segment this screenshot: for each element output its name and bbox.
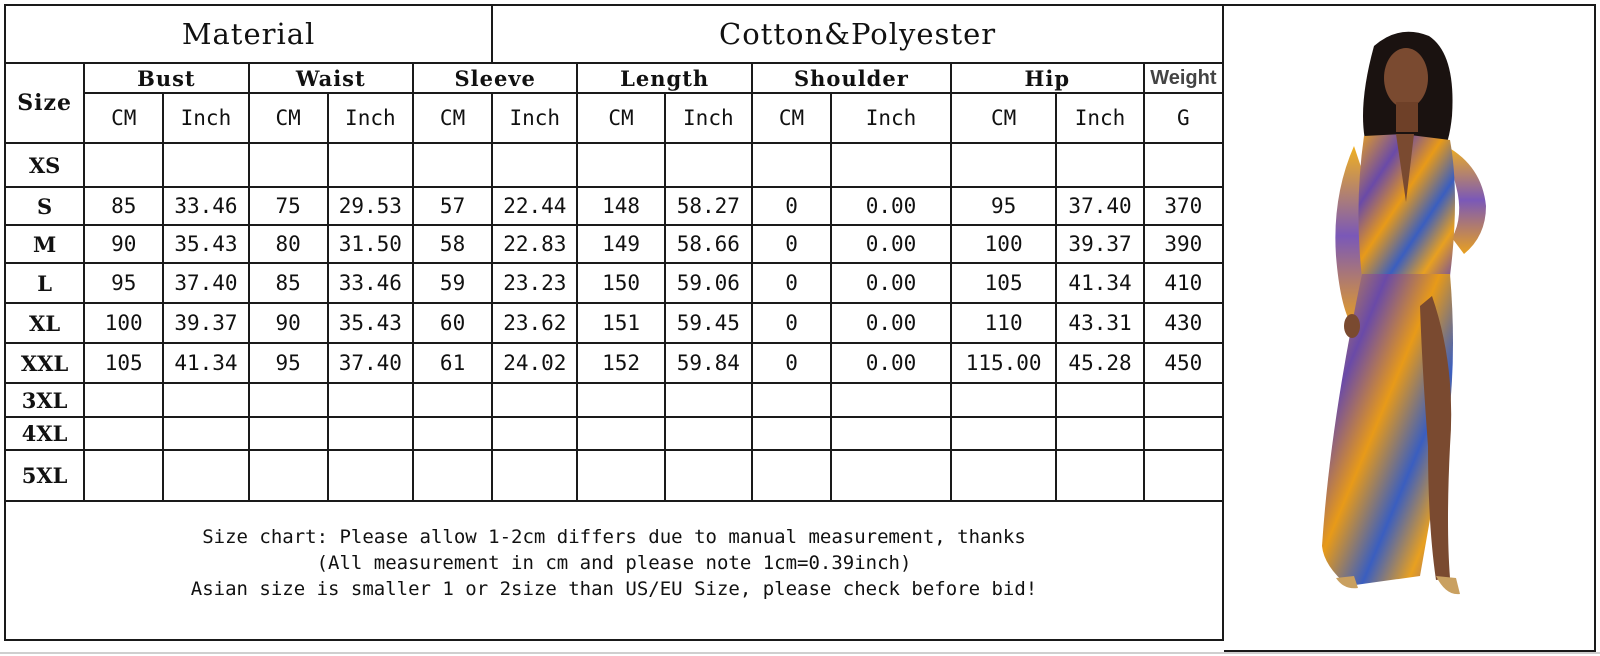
unit-header: Inch	[831, 93, 951, 143]
table-cell	[249, 383, 328, 417]
table-cell: 75	[249, 187, 328, 225]
unit-header: Inch	[328, 93, 413, 143]
group-header-weight: Weight	[1144, 63, 1223, 93]
table-cell	[492, 450, 577, 501]
unit-header: Inch	[492, 93, 577, 143]
table-cell	[831, 143, 951, 187]
table-cell: 0	[752, 303, 831, 343]
table-cell: 59	[413, 263, 492, 303]
table-cell: 150	[577, 263, 664, 303]
table-cell	[163, 417, 248, 450]
table-cell: 110	[951, 303, 1057, 343]
table-cell	[831, 383, 951, 417]
table-cell: 43.31	[1056, 303, 1143, 343]
unit-header: CM	[577, 93, 664, 143]
table-cell: 85	[249, 263, 328, 303]
table-cell	[1056, 450, 1143, 501]
note-row	[5, 501, 1223, 640]
table-cell: 410	[1144, 263, 1223, 303]
table-cell: 33.46	[328, 263, 413, 303]
table-cell	[1056, 383, 1143, 417]
model-photo-icon	[1224, 6, 1594, 652]
table-cell: 37.40	[1056, 187, 1143, 225]
table-cell	[951, 383, 1057, 417]
table-cell: 0.00	[831, 343, 951, 383]
table-cell: 37.40	[163, 263, 248, 303]
size-label: XXL	[5, 343, 84, 383]
table-cell	[752, 417, 831, 450]
table-cell: 39.37	[1056, 225, 1143, 263]
material-value: Cotton&Polyester	[492, 5, 1223, 63]
table-cell	[665, 450, 752, 501]
unit-header: CM	[951, 93, 1057, 143]
table-cell	[84, 450, 163, 501]
note-line-3: Asian size is smaller 1 or 2size than US/EU Size, please check before bid!	[190, 578, 1038, 600]
table-cell: 95	[84, 263, 163, 303]
table-cell: 58	[413, 225, 492, 263]
table-cell: 0	[752, 343, 831, 383]
table-cell	[665, 383, 752, 417]
table-cell	[328, 417, 413, 450]
table-row	[5, 383, 1223, 417]
table-cell: 24.02	[492, 343, 577, 383]
table-cell: 61	[413, 343, 492, 383]
table-cell	[951, 417, 1057, 450]
table-cell	[163, 143, 248, 187]
table-cell: 152	[577, 343, 664, 383]
table-cell	[328, 143, 413, 187]
table-cell	[577, 383, 664, 417]
table-row	[5, 417, 1223, 450]
table-row	[5, 225, 1223, 263]
table-cell	[249, 417, 328, 450]
table-cell: 0	[752, 263, 831, 303]
table-cell: 23.23	[492, 263, 577, 303]
table-cell: 57	[413, 187, 492, 225]
table-cell	[492, 143, 577, 187]
unit-header: G	[1144, 93, 1223, 143]
table-row	[5, 263, 1223, 303]
size-label: 5XL	[5, 450, 84, 501]
table-cell	[1056, 143, 1143, 187]
table-cell: 41.34	[163, 343, 248, 383]
table-cell: 85	[84, 187, 163, 225]
size-column-header: Size	[5, 63, 84, 143]
table-cell	[831, 417, 951, 450]
table-cell	[492, 417, 577, 450]
table-cell: 35.43	[163, 225, 248, 263]
table-cell: 80	[249, 225, 328, 263]
table-cell: 149	[577, 225, 664, 263]
size-rows	[5, 143, 1223, 501]
group-header-length: Length	[577, 63, 752, 93]
table-cell	[413, 383, 492, 417]
table-cell	[249, 143, 328, 187]
table-cell	[163, 383, 248, 417]
table-cell: 59.84	[665, 343, 752, 383]
group-header-shoulder: Shoulder	[752, 63, 951, 93]
table-cell: 39.37	[163, 303, 248, 343]
table-cell: 151	[577, 303, 664, 343]
table-cell: 95	[249, 343, 328, 383]
table-row	[5, 450, 1223, 501]
table-cell: 45.28	[1056, 343, 1143, 383]
table-cell	[413, 450, 492, 501]
table-cell: 0.00	[831, 303, 951, 343]
table-cell: 105	[951, 263, 1057, 303]
table-cell	[577, 450, 664, 501]
table-cell: 22.83	[492, 225, 577, 263]
table-cell: 35.43	[328, 303, 413, 343]
unit-header: Inch	[163, 93, 248, 143]
unit-header: Inch	[665, 93, 752, 143]
table-cell: 100	[951, 225, 1057, 263]
group-header-sleeve: Sleeve	[413, 63, 577, 93]
material-label: Material	[5, 5, 492, 63]
table-cell	[163, 450, 248, 501]
table-cell: 100	[84, 303, 163, 343]
size-label: L	[5, 263, 84, 303]
column-group-row	[5, 63, 1223, 93]
table-cell: 59.06	[665, 263, 752, 303]
table-cell	[1144, 450, 1223, 501]
table-cell	[1144, 417, 1223, 450]
table-cell	[577, 417, 664, 450]
table-cell: 23.62	[492, 303, 577, 343]
unit-row	[5, 93, 1223, 143]
table-cell: 390	[1144, 225, 1223, 263]
table-cell	[492, 383, 577, 417]
table-cell: 450	[1144, 343, 1223, 383]
size-chart-table	[4, 4, 1224, 641]
note-cell	[5, 501, 1223, 640]
table-cell	[665, 143, 752, 187]
table-cell: 90	[84, 225, 163, 263]
table-cell: 58.27	[665, 187, 752, 225]
table-cell	[84, 417, 163, 450]
table-cell: 430	[1144, 303, 1223, 343]
table-cell: 95	[951, 187, 1057, 225]
table-cell: 0.00	[831, 263, 951, 303]
table-cell: 29.53	[328, 187, 413, 225]
table-cell: 0.00	[831, 225, 951, 263]
material-row	[5, 5, 1223, 63]
table-cell	[413, 417, 492, 450]
table-cell	[831, 450, 951, 501]
table-cell	[84, 143, 163, 187]
note-line-2: (All measurement in cm and please note 1cm=0.39inch)	[316, 552, 912, 574]
table-cell: 41.34	[1056, 263, 1143, 303]
unit-header: CM	[84, 93, 163, 143]
model-photo	[1224, 4, 1596, 652]
size-label: 3XL	[5, 383, 84, 417]
size-label: XL	[5, 303, 84, 343]
table-cell: 148	[577, 187, 664, 225]
group-header-waist: Waist	[249, 63, 413, 93]
table-cell: 105	[84, 343, 163, 383]
size-label: M	[5, 225, 84, 263]
table-cell: 370	[1144, 187, 1223, 225]
size-label: 4XL	[5, 417, 84, 450]
table-cell	[328, 383, 413, 417]
table-cell: 33.46	[163, 187, 248, 225]
unit-header: CM	[413, 93, 492, 143]
table-row	[5, 343, 1223, 383]
table-row	[5, 143, 1223, 187]
table-cell	[1056, 417, 1143, 450]
table-cell: 59.45	[665, 303, 752, 343]
table-cell	[413, 143, 492, 187]
table-cell	[1144, 143, 1223, 187]
unit-header: CM	[249, 93, 328, 143]
table-cell	[249, 450, 328, 501]
group-header-hip: Hip	[951, 63, 1144, 93]
table-cell: 90	[249, 303, 328, 343]
table-cell: 22.44	[492, 187, 577, 225]
table-cell	[577, 143, 664, 187]
table-cell: 37.40	[328, 343, 413, 383]
unit-header: CM	[752, 93, 831, 143]
table-cell	[665, 417, 752, 450]
unit-header: Inch	[1056, 93, 1143, 143]
table-cell	[951, 143, 1057, 187]
size-label: S	[5, 187, 84, 225]
table-cell: 0	[752, 225, 831, 263]
table-cell	[752, 383, 831, 417]
table-cell: 31.50	[328, 225, 413, 263]
table-row	[5, 187, 1223, 225]
table-row	[5, 303, 1223, 343]
table-cell	[1144, 383, 1223, 417]
table-cell: 115.00	[951, 343, 1057, 383]
table-cell: 0	[752, 187, 831, 225]
table-cell	[752, 450, 831, 501]
note-line-1: Size chart: Please allow 1-2cm differs due to manual measurement, thanks	[202, 526, 1026, 548]
table-cell: 60	[413, 303, 492, 343]
bottom-divider	[0, 652, 1600, 654]
table-cell	[951, 450, 1057, 501]
group-header-bust: Bust	[84, 63, 248, 93]
size-label: XS	[5, 143, 84, 187]
table-cell: 58.66	[665, 225, 752, 263]
table-cell: 0.00	[831, 187, 951, 225]
table-cell	[752, 143, 831, 187]
table-cell	[328, 450, 413, 501]
table-cell	[84, 383, 163, 417]
